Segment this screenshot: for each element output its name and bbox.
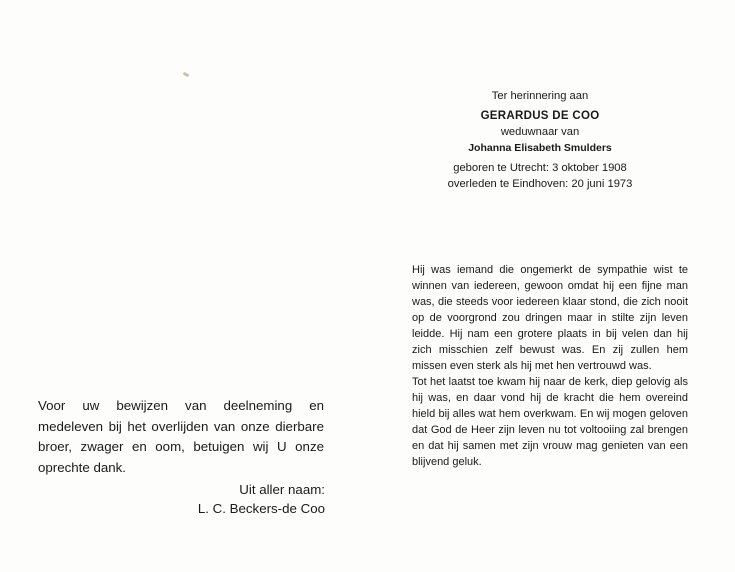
- paper-speck: [183, 72, 190, 78]
- death-line: overleden te Eindhoven: 20 juni 1973: [447, 178, 633, 190]
- eulogy-paragraph-1: Hij was iemand die ongemerkt de sympathie wist te winnen van iedereen, gewoon omdat hij een fijne man was, die steeds voor iedereen klaar stond, die zich nooit op de voorgrond zou dringen maar in stilte zijn leven leidde. Hij nam een grotere plaats in bij velen dan hij zich misschien zelf bewust was. En zij zullen hem missen even sterk als hij met hen vertrouwd was.: [412, 264, 688, 372]
- signoff-line: Uit aller naam:: [239, 482, 325, 497]
- intro-line: Ter herinnering aan: [491, 90, 589, 102]
- relation-line: weduwnaar van: [500, 126, 580, 138]
- signatory-name: L. C. Beckers-de Coo: [197, 501, 325, 516]
- spouse-name: Johanna Elisabeth Smulders: [468, 142, 612, 154]
- thanks-paragraph: Voor uw bewijzen van deelneming en medeleven bij het overlijden van onze dierbare broer, zwager en oom, betuigen wij U onze oprechte dank.: [38, 398, 324, 475]
- deceased-name: GERARDUS DE COO: [480, 110, 600, 122]
- memorial-header: [405, 88, 675, 192]
- thanks-text: [38, 396, 324, 478]
- birth-line: geboren te Utrecht: 3 oktober 1908: [453, 162, 627, 174]
- eulogy-text: [412, 262, 688, 470]
- eulogy-paragraph-2: Tot het laatst toe kwam hij naar de kerk, diep gelovig als hij was, en daar vond hij de kracht die hem overeind hield bij alles wat hem overkwam. En wij mogen geloven dat God de Heer zijn leven nu tot voltooiing zal brengen en dat hij samen met zijn vrouw mag genieten van een blijvend geluk.: [412, 376, 688, 468]
- signature-block: [160, 480, 325, 518]
